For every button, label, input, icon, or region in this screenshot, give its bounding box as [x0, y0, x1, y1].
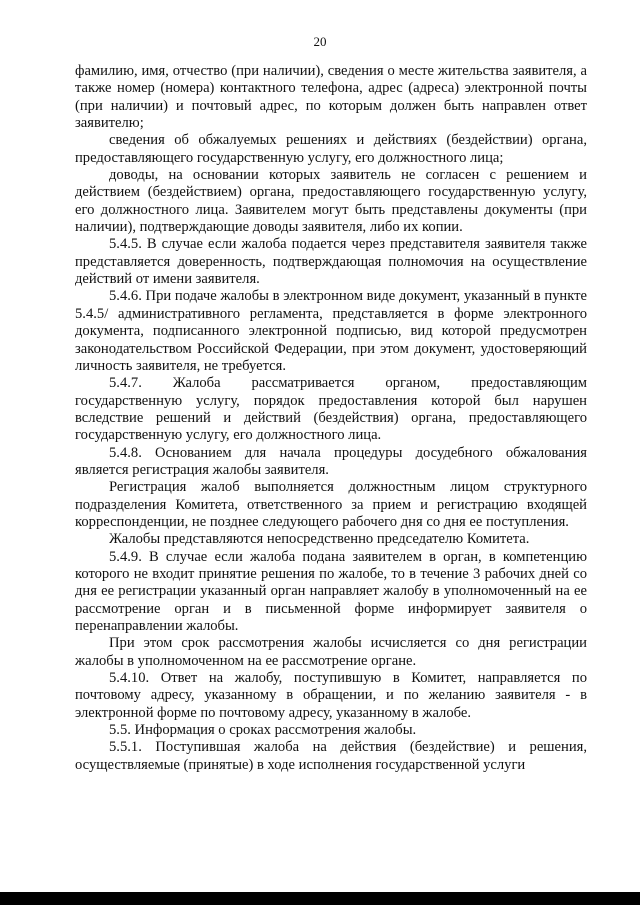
paragraph-5-4-7: 5.4.7. Жалоба рассматривается органом, предоставляющим государственную услугу, порядок предоставления которой был нарушен вследствие решений и действий (бездействия) органа, предоставляющего государственную услугу, его должностного лица. [75, 375, 587, 444]
paragraph-5-5: 5.5. Информация о сроках рассмотрения жалобы. [109, 722, 417, 739]
paragraph-5-4-10: 5.4.10. Ответ на жалобу, поступившую в Комитет, направляется по почтовому адресу, указанному в обращении, и по желанию заявителя - в электронной форме по почтовому адресу, указанному в жалобе. [75, 670, 587, 721]
paragraph-arguments: доводы, на основании которых заявитель не согласен с решением и действием (бездействием) органа, предоставляющего государственную услугу, его должностного лица. Заявителем могут быть представлены документы (при наличии), подтверждающие доводы заявителя, либо их копии. [75, 167, 587, 236]
document-body [75, 63, 587, 774]
paragraph-5-4-5: 5.4.5. В случае если жалоба подается через представителя заявителя также представляется доверенность, подтверждающая полномочия на осуществление действий от имени заявителя. [75, 236, 587, 288]
paragraph-5-4-9: 5.4.9. В случае если жалоба подана заявителем в орган, в компетенцию которого не входит принятие решения по жалобе, то в течение 3 рабочих дней со дня ее регистрации указанный орган направляет жалобу в уполномоченный на ее рассмотрение орган и в письменной форме информирует заявителя о перенаправлении жалобы. [75, 548, 587, 634]
paragraph-appealed-decisions: сведения об обжалуемых решениях и действиях (бездействии) органа, предоставляющего государственную услугу, его должностного лица; [75, 132, 587, 166]
page-number: 20 [313, 34, 327, 49]
paragraph-submission: Жалобы представляются непосредственно председателю Комитета. [109, 531, 530, 548]
paragraph-5-4-6: 5.4.6. При подаче жалобы в электронном виде документ, указанный в пункте 5.4.5/ административного регламента, представляется в форме электронного документа, подписанного электронной подписью, вид которой предусмотрен законодательством Российской Федерации, при этом документ, удостоверяющий личность заявителя, не требуется. [75, 288, 587, 374]
paragraph-review-period: При этом срок рассмотрения жалобы исчисляется со дня регистрации жалобы в уполномоченном на ее рассмотрение органе. [75, 635, 587, 669]
paragraph-5-4-8: 5.4.8. Основанием для начала процедуры досудебного обжалования является регистрация жалобы заявителя. [75, 444, 587, 478]
paragraph-applicant-details: фамилию, имя, отчество (при наличии), сведения о месте жительства заявителя, а также номер (номера) контактного телефона, адрес (адреса) электронной почты (при наличии) и почтовый адрес, по которым должен быть направлен ответ заявителю; [75, 63, 587, 132]
paragraph-5-5-1: 5.5.1. Поступившая жалоба на действия (бездействие) и решения, осуществляемые (принятые) в ходе исполнения государственной услуги [75, 739, 587, 773]
paragraph-registration: Регистрация жалоб выполняется должностным лицом структурного подразделения Комитета, ответственного за прием и регистрацию входящей корреспонденции, не позднее следующего рабочего дня со дня ее поступления. [75, 479, 587, 530]
bottom-scan-border [0, 892, 640, 905]
